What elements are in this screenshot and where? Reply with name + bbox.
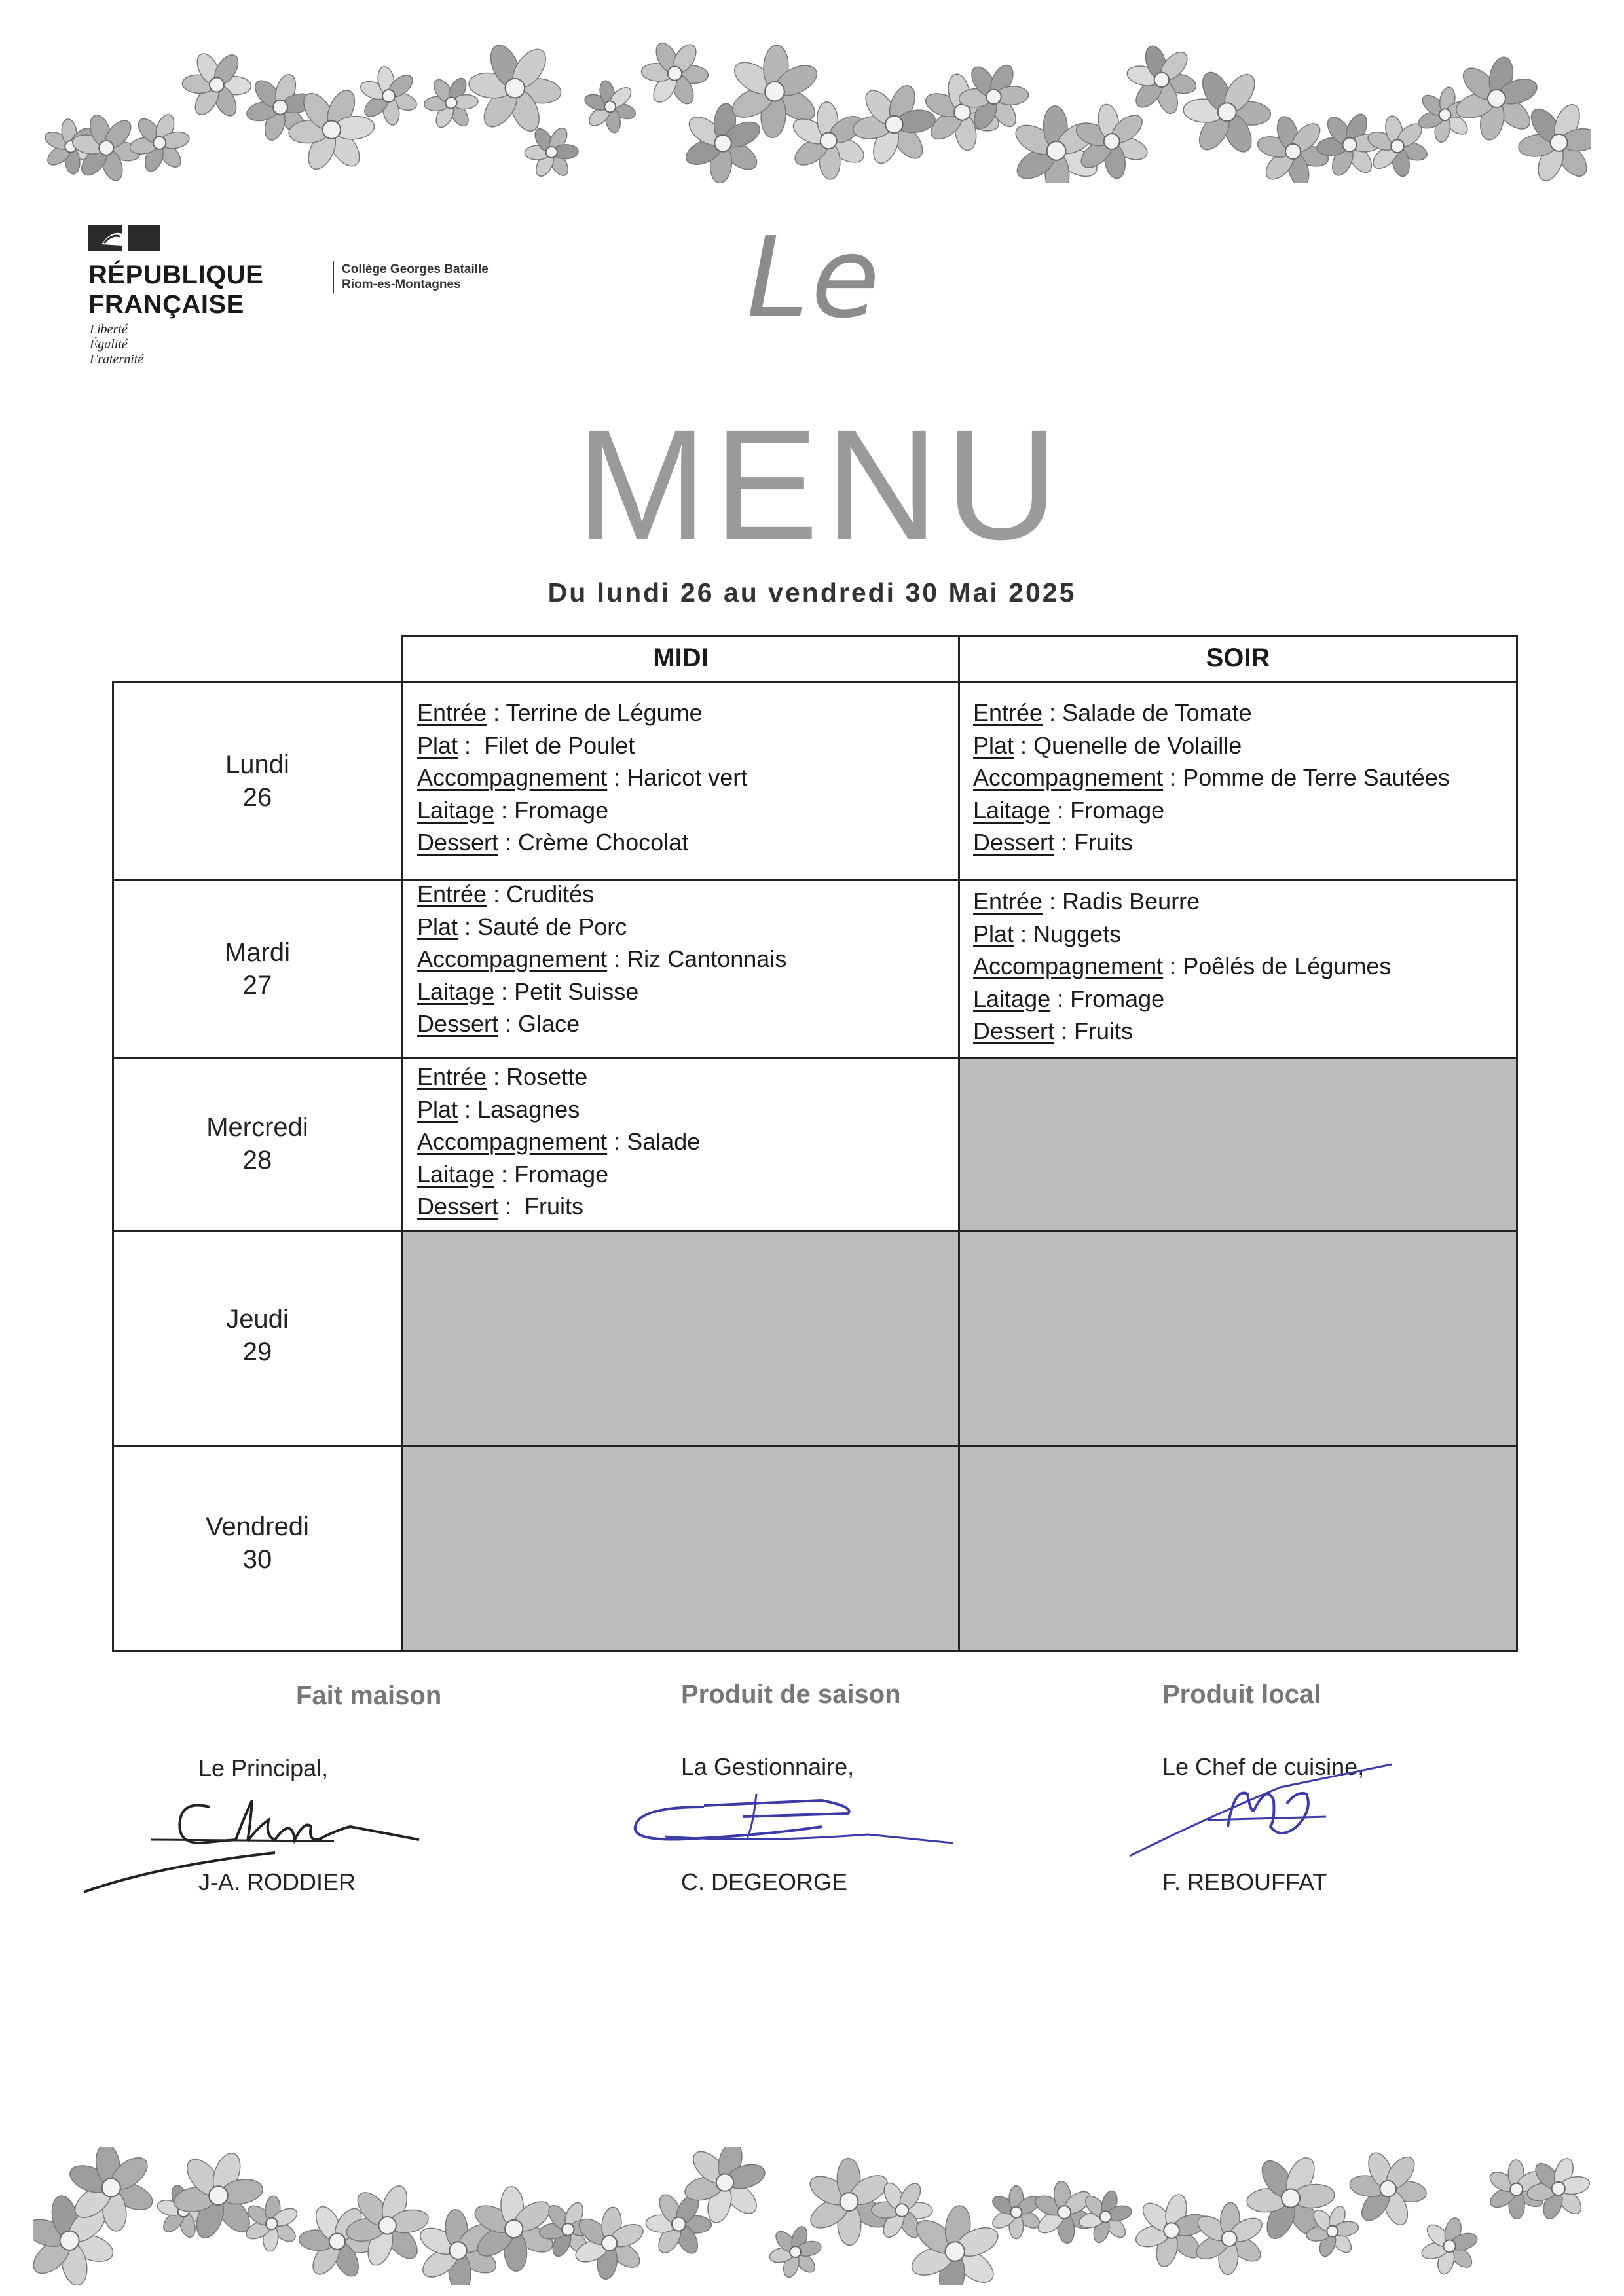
menu-line-label: Accompagnement [973, 953, 1164, 979]
menu-line [417, 794, 747, 827]
menu-cell-lundi-soir [973, 697, 1450, 859]
title-menu: MENU [576, 397, 1065, 572]
menu-line-value: Fromage [514, 1160, 609, 1188]
menu-line-value: Terrine de Légume [506, 699, 703, 726]
menu-line [973, 761, 1450, 794]
menu-line [417, 943, 786, 975]
menu-line-separator: : [1050, 796, 1071, 824]
menu-line-separator: : [607, 1128, 627, 1155]
menu-line-separator: : [487, 881, 507, 907]
menu-line-separator: : [607, 945, 627, 972]
signature-role-chef: Le Chef de cuisine, [1162, 1753, 1365, 1780]
menu-line-label: Accompagnement [973, 764, 1164, 791]
table-rule [112, 1445, 1518, 1447]
menu-line-separator: : [1043, 699, 1063, 726]
flower-border-top [33, 33, 1591, 183]
menu-line [973, 1015, 1391, 1048]
menu-line-separator: : [607, 764, 627, 791]
empty-cell-vendredi-soir [959, 1447, 1516, 1651]
menu-line-separator: : [494, 977, 515, 1005]
menu-line-value: Quenelle de Volaille [1033, 731, 1242, 759]
menu-line-label: Laitage [417, 977, 495, 1005]
menu-line-separator: : [1163, 764, 1183, 791]
menu-line-separator: : [498, 1010, 519, 1037]
menu-line-label: Plat [417, 731, 458, 759]
day-label-mercredi: Mercredi 28 [206, 1113, 308, 1175]
menu-line-separator: : [1043, 888, 1063, 915]
menu-cell-mardi-midi [417, 878, 786, 1040]
menu-line [417, 975, 786, 1008]
menu-line [973, 950, 1391, 983]
college-name: Collège Georges Bataille Riom-es-Montagnes [342, 263, 489, 291]
menu-line [973, 918, 1391, 951]
table-rule [1516, 635, 1518, 1652]
menu-cell-lundi-midi [417, 697, 747, 859]
menu-line-value: Filet de Poulet [484, 731, 635, 759]
menu-line-separator: : [487, 699, 506, 726]
menu-line-label: Laitage [973, 796, 1051, 824]
menu-line [973, 826, 1450, 859]
menu-line-label: Accompagnement [417, 1128, 608, 1155]
menu-line-value: Glace [518, 1010, 580, 1037]
menu-line-label: Dessert [417, 829, 499, 856]
menu-line-separator: : [498, 829, 519, 856]
menu-line-label: Laitage [973, 985, 1051, 1012]
signature-rebouffat [1123, 1748, 1411, 1866]
republic-motto: Liberté Égalité Fraternité [90, 322, 144, 367]
menu-line [417, 1158, 700, 1191]
table-rule [112, 681, 1518, 683]
menu-line-separator: : [458, 913, 478, 940]
menu-line-label: Plat [973, 731, 1014, 759]
republique-francaise-title: RÉPUBLIQUE FRANÇAISE [88, 261, 264, 319]
menu-line-value: Poêlés de Légumes [1183, 953, 1392, 979]
menu-line-separator: : [1014, 731, 1034, 759]
menu-line [417, 1190, 700, 1223]
tag-produit-de-saison: Produit de saison [681, 1680, 901, 1709]
menu-line-separator: : [458, 1095, 478, 1123]
menu-line-label: Laitage [417, 1160, 495, 1188]
menu-line-value: Fromage [514, 796, 609, 824]
day-label-vendredi: Vendredi 30 [206, 1512, 309, 1574]
menu-line-value: Petit Suisse [514, 977, 639, 1005]
menu-line-separator: : [1054, 1017, 1075, 1044]
menu-line-label: Plat [973, 920, 1014, 947]
menu-line [417, 878, 786, 911]
menu-line-value: Crème Chocolat [518, 829, 689, 856]
menu-line-separator: : [1050, 985, 1071, 1012]
menu-line-value: Fromage [1070, 796, 1165, 824]
menu-line-value: Nuggets [1033, 920, 1122, 947]
menu-line-separator: : [1054, 829, 1075, 856]
menu-line-separator: : [458, 731, 485, 759]
table-rule [112, 1230, 1518, 1232]
tag-produit-local: Produit local [1162, 1680, 1321, 1709]
menu-line-value: Fruits [525, 1193, 584, 1220]
menu-line-label: Entrée [417, 1063, 487, 1090]
menu-line-value: Radis Beurre [1062, 888, 1200, 915]
menu-line-value: Fromage [1070, 985, 1165, 1012]
column-header-soir: SOIR [1206, 644, 1270, 672]
menu-line-value: Haricot vert [627, 764, 748, 791]
menu-line-value: Fruits [1074, 829, 1134, 856]
menu-line-separator: : [498, 1193, 525, 1220]
college-divider [333, 261, 334, 293]
menu-line [973, 885, 1391, 918]
menu-line-label: Dessert [417, 1193, 499, 1220]
empty-cell-jeudi-soir [959, 1232, 1516, 1446]
menu-line-separator: : [1014, 920, 1034, 947]
table-rule [958, 635, 960, 1652]
menu-line-value: Crudités [506, 881, 595, 907]
menu-line-value: Lasagnes [477, 1095, 580, 1123]
day-label-jeudi: Jeudi 29 [226, 1305, 289, 1366]
table-rule [112, 1057, 1518, 1059]
menu-line-value: Fruits [1074, 1017, 1134, 1044]
menu-line-separator: : [1163, 953, 1183, 979]
menu-line [973, 794, 1450, 827]
menu-line-label: Laitage [417, 796, 495, 824]
table-rule [112, 879, 1518, 881]
menu-line-value: Pomme de Terre Sautées [1183, 764, 1450, 791]
menu-line-label: Entrée [973, 888, 1043, 915]
menu-line-label: Accompagnement [417, 945, 608, 972]
menu-line-label: Plat [417, 913, 458, 940]
menu-line-separator: : [494, 1160, 515, 1188]
menu-line-value: Salade [627, 1128, 701, 1155]
day-label-mardi: Mardi 27 [224, 938, 291, 1000]
empty-cell-vendredi-midi [403, 1447, 959, 1651]
menu-line-label: Plat [417, 1095, 458, 1123]
menu-line-label: Entrée [417, 881, 487, 907]
menu-line [417, 761, 747, 794]
menu-line-label: Entrée [973, 699, 1043, 726]
signature-name-rebouffat: F. REBOUFFAT [1162, 1868, 1327, 1895]
empty-cell-mercredi-soir [959, 1059, 1516, 1231]
menu-line [973, 697, 1450, 729]
marianne-flag-icon [88, 225, 160, 251]
menu-line [417, 911, 786, 943]
menu-line [417, 1093, 700, 1126]
menu-line [417, 729, 747, 762]
column-header-midi: MIDI [653, 644, 709, 672]
signature-name-roddier: J-A. RODDIER [198, 1868, 356, 1895]
tag-fait-maison: Fait maison [296, 1681, 442, 1710]
menu-line-label: Dessert [973, 1017, 1055, 1044]
menu-line [417, 826, 747, 859]
day-label-lundi: Lundi 26 [225, 750, 289, 812]
menu-line [973, 729, 1450, 762]
signature-role-gestionnaire: La Gestionnaire, [681, 1753, 855, 1780]
menu-cell-mardi-soir [973, 885, 1391, 1048]
empty-cell-jeudi-midi [403, 1232, 959, 1446]
menu-line-separator: : [494, 796, 515, 824]
flower-border-bottom [33, 2147, 1591, 2285]
menu-line [417, 1061, 700, 1093]
menu-line [973, 983, 1391, 1015]
menu-line-label: Dessert [973, 829, 1055, 856]
menu-line-separator: : [487, 1063, 507, 1090]
table-rule [401, 635, 403, 1652]
menu-cell-mercredi-midi [417, 1061, 700, 1223]
table-rule [112, 1650, 1518, 1652]
menu-period: Du lundi 26 au vendredi 30 Mai 2025 [547, 577, 1077, 608]
menu-line-value: Salade de Tomate [1062, 699, 1252, 726]
menu-line-label: Dessert [417, 1010, 499, 1037]
menu-line-value: Rosette [506, 1063, 588, 1090]
menu-line [417, 697, 747, 729]
signature-role-principal: Le Principal, [198, 1755, 329, 1781]
menu-line [417, 1125, 700, 1158]
menu-line [417, 1008, 786, 1040]
menu-line-label: Accompagnement [417, 764, 608, 791]
title-le: Le [747, 213, 883, 343]
menu-line-value: Riz Cantonnais [627, 945, 787, 972]
signature-degeorge [625, 1781, 992, 1859]
signature-name-degeorge: C. DEGEORGE [681, 1868, 848, 1895]
menu-line-value: Sauté de Porc [477, 913, 627, 940]
menu-line-label: Entrée [417, 699, 487, 726]
